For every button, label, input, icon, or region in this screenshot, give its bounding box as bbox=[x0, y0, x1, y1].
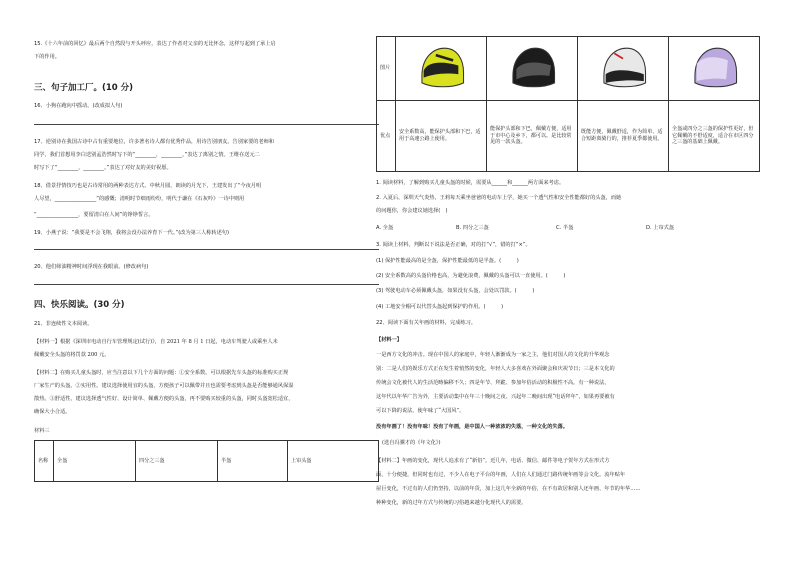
passage-line: 传统会文化被代人的生活范畴偏移不久；四是年节、拜跪、参加年俗活动的积极性不高。有一种说法， bbox=[376, 380, 610, 386]
row-label-picture: 图片 bbox=[377, 37, 396, 101]
sub-question-2-cont: 的问题你，你会建议她选择( ) bbox=[376, 208, 448, 214]
material-2-line2: 厂家生产的头盔。②实用性。建议选择使用宜的头盔，方便孩子可以佩带并且也需要考虑到头盔是否能够通风保湿 bbox=[34, 383, 294, 389]
material-2-line4: 确保大小合适。 bbox=[34, 409, 71, 415]
question-15-cont: 下的作用。 bbox=[34, 54, 60, 60]
helmet-image-cell bbox=[487, 37, 578, 101]
question-21: 21、非连续性文本阅读。 bbox=[34, 321, 93, 327]
sub-question-2: 2. 入夏后，深圳天气炎热，王莉每天乘坐爸爸的电动车上学，她买一个透气性和安全性能都好的头盔，而她 bbox=[376, 195, 622, 201]
question-18-line3: “________________，要留清白在人间”的铮铮誓言。 bbox=[34, 212, 154, 218]
passage-line: 种种变化，新的过年方式与传统的习俗越来越分化现代人的需要。 bbox=[376, 500, 527, 506]
helmet-name-table bbox=[34, 440, 379, 482]
judgement-4: (4) 工地安全帽可以代替头盔起到保护的作用。( ) bbox=[376, 304, 504, 310]
judgement-2: (2) 安全系数高的头盔价格也高，为避免浪费，佩戴的头盔可以一直使用。( ) bbox=[376, 273, 566, 279]
section-4-heading: 四、快乐阅读。(30 分) bbox=[34, 300, 125, 310]
sub-question-1: 1. 阅读材料，了解到购买儿童头盔的时候，需要从______和______两方面来考虑。 bbox=[376, 180, 565, 186]
passage-line: 一是西方文化的冲击。现在中国人的家庭中，年轻人渐渐成为一家之主，他们对国人的文化的升华观念 bbox=[376, 352, 610, 358]
option-d: D. 上帘式盔 bbox=[646, 225, 675, 231]
table-row-header: 名称 bbox=[35, 441, 54, 482]
question-15: 15.《十六年前的回忆》最后两个自然段与开头呼应，表达了作者对父亲的无比怀念，这样写起到了承上启 bbox=[34, 41, 276, 47]
right-column bbox=[376, 0, 760, 562]
answer-line bbox=[34, 284, 379, 285]
table-cell: 全盔 bbox=[54, 441, 136, 482]
question-17: 17、逆别诗在我国古诗中占有重要地位，许多著名诗人都有优秀作品，用诗告别朋友。告别家要的老师和 bbox=[34, 139, 275, 145]
passage-line: 这年代以年华广告为外，主要活动集中在年三十晚间之夜、兴起年二晚间出现“电话拜年”，如果再要被有 bbox=[376, 394, 615, 400]
judgement-3: (3) 驾驶电动车必须佩戴头盔，如果没有头盔，会处以罚款。( ) bbox=[376, 288, 535, 294]
table-cell: 四分之三盔 bbox=[136, 441, 218, 482]
helmet-image-cell bbox=[669, 37, 760, 101]
passage-source: (选自冯骥才的《年文化》) bbox=[382, 440, 441, 446]
section-3-heading: 三、句子加工厂。(10 分) bbox=[34, 83, 134, 93]
helmet-comparison-table bbox=[376, 36, 760, 172]
question-16: 16、小狗在跑向中摇动。(改成拟人句) bbox=[34, 103, 123, 109]
advantage-cell: 安全系数高，能保护头部和下巴，适用于高速公路上使用。 bbox=[396, 101, 487, 172]
sub-question-3: 3. 阅读上材料，判断以下说法是否正确，对的打“√”，错的打“×”。 bbox=[376, 242, 531, 248]
judgement-1: (1) 保护性能最高的是全盔，保护性能最低的是半盔。( ) bbox=[376, 258, 519, 264]
three-quarter-helmet-image bbox=[506, 44, 558, 94]
passage-line: 别：二是人们的娱乐方式正在发生着悄然的变化，年轻人大多喜欢在外面聚会和庆祝节日；三是本文化的 bbox=[376, 366, 615, 372]
material-3-label: 材料三 bbox=[34, 428, 50, 434]
half-helmet-image bbox=[597, 44, 649, 94]
full-face-helmet-image bbox=[415, 44, 467, 94]
question-19: 19、小燕子说：“我要是不会飞翔，我将会没办法养育下一代。”(改为第三人称转述句) bbox=[34, 230, 229, 236]
option-c: C. 半盔 bbox=[556, 225, 574, 231]
answer-line bbox=[34, 249, 379, 250]
question-17-line3: 时写下了“________，________。”表达了对好友的美好祝愿。 bbox=[34, 165, 172, 171]
question-20: 20、他们筛油精神时间浮现在我眼前。(修改病句) bbox=[34, 264, 149, 270]
row-label-advantages: 优点 bbox=[377, 101, 396, 172]
passage-line: 面，十分便捷，但同时也有过，不少人在电子平台的年画，人们在人们通过门路传统年画等会文化。流年贴年 bbox=[376, 472, 626, 478]
material-1-cont: 佩戴安全头盔的将罚款 200 元。 bbox=[34, 352, 110, 358]
material-2-line3: 散热。③舒适性。建议选择透气性好、设计简单、佩戴方便的头盔，再不要购买较重的头盔，同时头盔宽松适宜， bbox=[34, 396, 294, 402]
table-cell: 上帘头盔 bbox=[288, 441, 379, 482]
option-b: B. 四分之三盔 bbox=[456, 225, 489, 231]
material-2-passage: 【材料二】年画的变化，现代人追求有了“新俗”。近几年，电话、微信、邮件等电子贺年方式在形式方 bbox=[376, 458, 610, 464]
question-18: 18、借景抒情技巧也是古诗常用的两种表达方式。中秋月圆，朗读的月光下，王建发出了“今夜月明 bbox=[34, 183, 262, 189]
advantage-cell: 全盔或四分之三盔的保护性更好，但它佩戴的不舒适度，适合在市区四分之三盔的基础上佩戴。 bbox=[669, 101, 760, 172]
answer-line bbox=[34, 124, 379, 125]
table-cell: 半盔 bbox=[218, 441, 288, 482]
question-18-line2: 人尽望，________________”的感慨；清明时节细雨纷纷，明代于谦在《石灰吟》一诗中则用 bbox=[34, 196, 245, 202]
passage-line: 屋巨变化，不过有的人们仍坚持，以前的年货，加上这几年全新的年俗，在不有故居和别人还年画、年节的年华…… bbox=[376, 486, 641, 492]
option-a: A. 全盔 bbox=[376, 225, 394, 231]
left-column bbox=[34, 0, 379, 562]
advantage-cell: 能保护头部和下巴，佩戴方便，适用于市中心及乡下，都可以。是比较常见的一款头盔。 bbox=[487, 101, 578, 172]
passage-emphasis: 没有年画了！没有年味！没有了年画，是中国人一种浓浓的失落，一种文化的失落。 bbox=[376, 424, 568, 430]
material-1-label: 【材料一】 bbox=[376, 337, 402, 343]
material-1: 【材料一】根据《深圳市电动自行车管理规定(试行)》，自 2021 年 8 月 1 日起，电动车驾驶人或乘坐人未 bbox=[34, 339, 278, 345]
passage-line: 可以下降的说法。使年味了“大国风”。 bbox=[376, 408, 465, 414]
helmet-image-cell bbox=[578, 37, 669, 101]
advantage-cell: 既能方便，佩戴舒适，作为简单、适合短距离骑行的，推荐夏季都使用。 bbox=[578, 101, 669, 172]
question-17-line2: 同学，我们首想用李白送别孟浩然时写下的“________，________。”表达了离别之情。王维在送元二 bbox=[34, 152, 260, 158]
question-22: 22、阅读下面有关年画的材料，完成练习。 bbox=[376, 320, 476, 326]
visor-helmet-image bbox=[688, 44, 740, 94]
material-2: 【材料二】在购买儿童头盔时，应当注意以下几个方面的问题：①安全系数。可以根据先车头盔的标准购买正规 bbox=[34, 370, 289, 376]
helmet-image-cell bbox=[396, 37, 487, 101]
